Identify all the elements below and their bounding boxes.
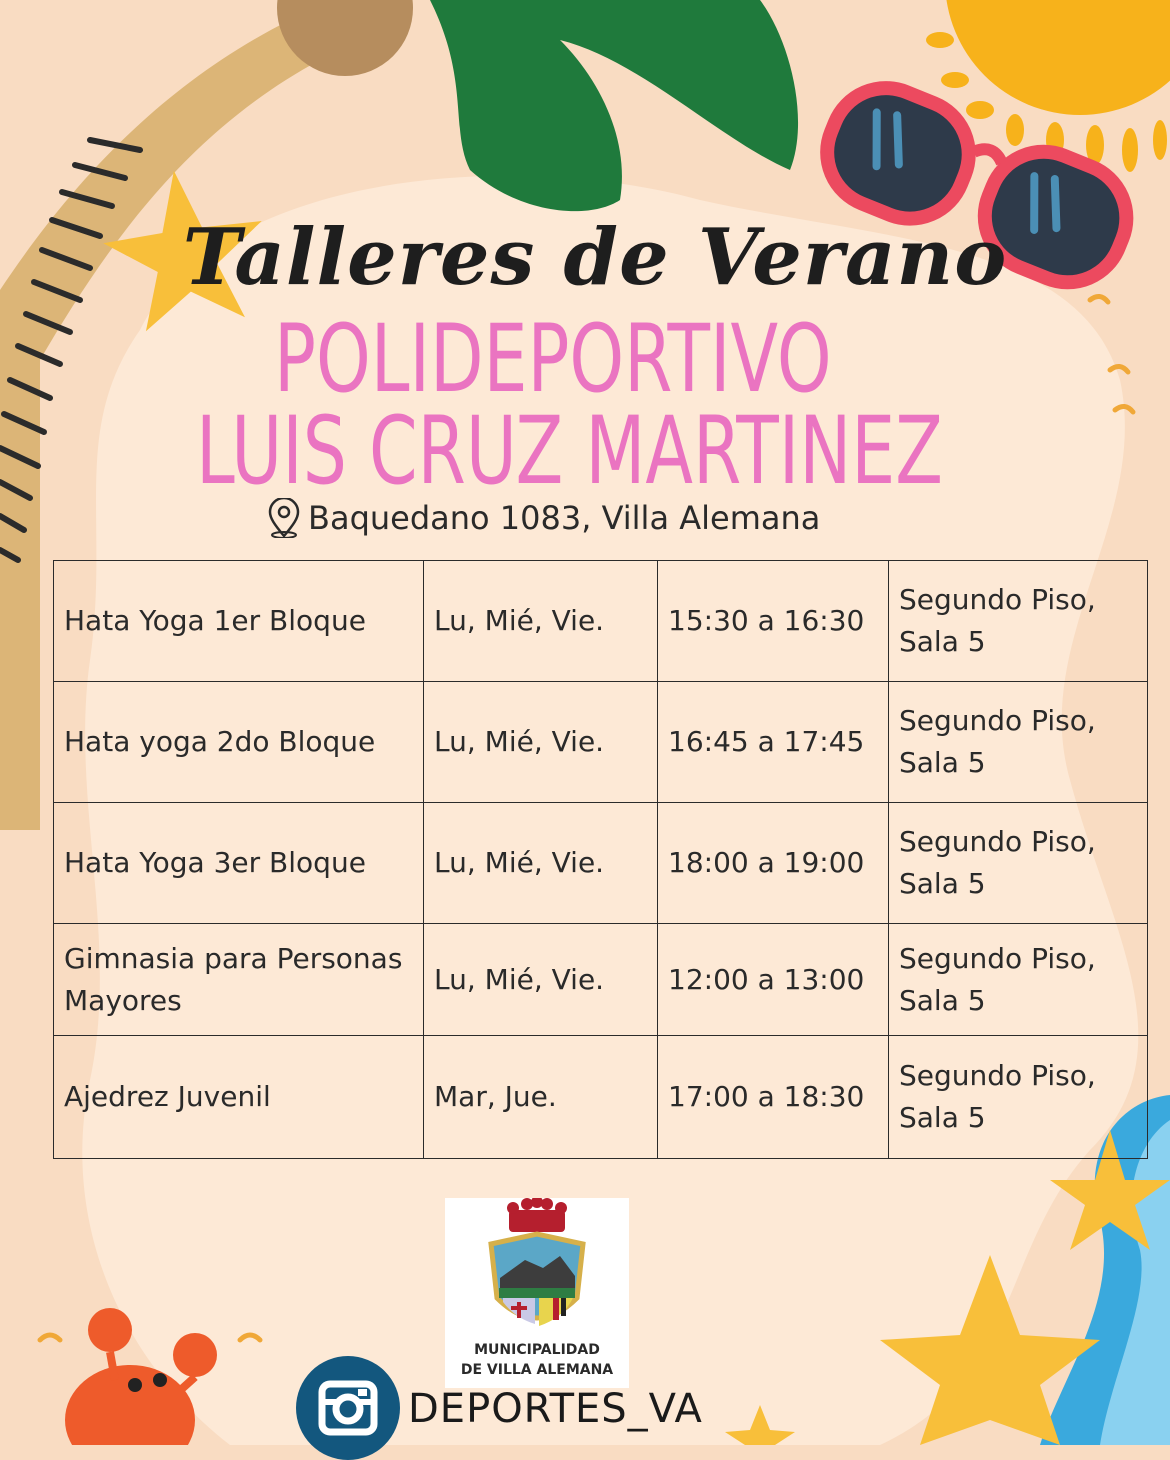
table-row xyxy=(54,803,1148,924)
time-cell: 12:00 a 13:00 xyxy=(658,924,889,1036)
days-cell: Mar, Jue. xyxy=(424,1036,658,1159)
place-cell xyxy=(889,561,1148,682)
activity-cell: Hata yoga 2do Bloque xyxy=(54,682,424,803)
activity-cell: Hata Yoga 3er Bloque xyxy=(54,803,424,924)
page-title: Talleres de Verano xyxy=(182,212,1008,303)
table-row xyxy=(54,682,1148,803)
logo-caption xyxy=(445,1340,629,1380)
instagram-handle: DEPORTES_VA xyxy=(408,1386,703,1432)
place-line1: Segundo Piso, xyxy=(899,704,1096,737)
palm-leaf xyxy=(430,0,798,211)
place-line2: Sala 5 xyxy=(899,1101,986,1134)
days-cell: Lu, Mié, Vie. xyxy=(424,561,658,682)
place-line1: Segundo Piso, xyxy=(899,583,1096,616)
venue-name-line1: POLIDEPORTIVO xyxy=(274,305,832,414)
address-text: Baquedano 1083, Villa Alemana xyxy=(308,499,821,537)
place-cell xyxy=(889,1036,1148,1159)
logo-line2: DE VILLA ALEMANA xyxy=(460,1362,614,1378)
table-row xyxy=(54,1036,1148,1159)
place-line1: Segundo Piso, xyxy=(899,941,1096,975)
place-line2: Sala 5 xyxy=(899,983,986,1017)
place-cell xyxy=(889,682,1148,803)
sun xyxy=(945,0,1170,115)
activity-line2: Mayores xyxy=(64,983,182,1017)
activity-line1: Gimnasia para Personas xyxy=(64,941,403,975)
location-pin-icon xyxy=(266,498,302,538)
place-cell xyxy=(889,924,1148,1036)
place-line1: Segundo Piso, xyxy=(899,825,1096,858)
coat-of-arms-icon xyxy=(445,1198,629,1338)
table-row xyxy=(54,561,1148,682)
activity-cell: Ajedrez Juvenil xyxy=(54,1036,424,1159)
place-line2: Sala 5 xyxy=(899,625,986,658)
days-cell: Lu, Mié, Vie. xyxy=(424,803,658,924)
time-cell: 16:45 a 17:45 xyxy=(658,682,889,803)
time-cell: 18:00 a 19:00 xyxy=(658,803,889,924)
place-line1: Segundo Piso, xyxy=(899,1059,1096,1092)
place-line2: Sala 5 xyxy=(899,867,986,900)
place-line2: Sala 5 xyxy=(899,746,986,779)
venue-name-line2: LUIS CRUZ MARTINEZ xyxy=(196,397,943,506)
time-cell: 15:30 a 16:30 xyxy=(658,561,889,682)
activity-cell xyxy=(54,924,424,1036)
table-row xyxy=(54,924,1148,1036)
place-cell xyxy=(889,803,1148,924)
days-cell: Lu, Mié, Vie. xyxy=(424,682,658,803)
days-cell: Lu, Mié, Vie. xyxy=(424,924,658,1036)
logo-line1: MUNICIPALIDAD xyxy=(474,1342,600,1358)
schedule-table xyxy=(53,560,1148,1159)
time-cell: 17:00 a 18:30 xyxy=(658,1036,889,1159)
address xyxy=(266,498,820,538)
instagram-icon xyxy=(296,1356,400,1460)
activity-cell: Hata Yoga 1er Bloque xyxy=(54,561,424,682)
